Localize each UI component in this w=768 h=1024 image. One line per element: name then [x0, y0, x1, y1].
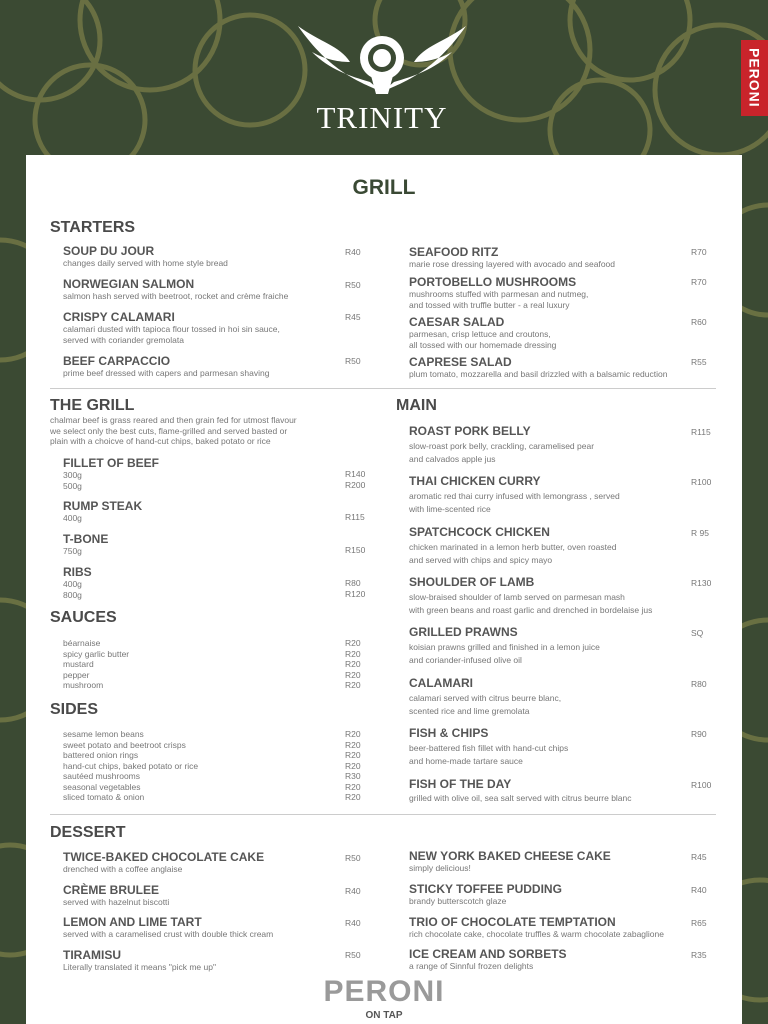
item-price: R60: [691, 317, 707, 327]
dessert-item: [63, 850, 363, 875]
item-name: BEEF CARPACCIO: [63, 354, 171, 368]
item-price: R50: [345, 950, 361, 960]
item-name: NEW YORK BAKED CHEESE CAKE: [409, 849, 611, 863]
item-name: GRILLED PRAWNS: [409, 625, 518, 639]
item-price: R40: [345, 918, 361, 928]
item-price: R65: [691, 918, 707, 928]
sides-heading: SIDES: [50, 701, 99, 718]
peroni-side-tab: PERONI: [741, 40, 768, 116]
item-name: CAESAR SALAD: [409, 315, 505, 329]
starter-item: [409, 355, 719, 380]
dessert-item: [409, 849, 709, 874]
item-price: R80 R120: [345, 578, 366, 599]
item-name: CRÈME BRULEE: [63, 883, 160, 897]
item-desc: brandy butterscotch glaze: [409, 896, 507, 906]
main-item: [409, 424, 709, 466]
dessert-item: [409, 882, 709, 907]
item-name: SOUP DU JOUR: [63, 244, 155, 258]
item-price: R140 R200: [345, 469, 366, 490]
grill-item: [63, 532, 313, 557]
starter-item: [63, 354, 363, 379]
item-desc: aromatic red thai curry infused with lemongrass , served with lime-scented rice: [409, 491, 620, 514]
item-name: THAI CHICKEN CURRY: [409, 474, 541, 488]
item-desc: slow-braised shoulder of lamb served on parmesan mash with green beans and roast garlic and drenched in bordelaise jus: [409, 592, 653, 615]
main-item: [409, 525, 709, 567]
item-price: R100: [691, 477, 712, 487]
starter-item: [409, 315, 709, 350]
item-desc: calamari served with citrus beurre blanc, scented rice and lime gremolata: [409, 693, 562, 716]
dessert-item: [409, 947, 709, 972]
section-divider: [50, 388, 716, 389]
item-name: SHOULDER OF LAMB: [409, 575, 535, 589]
main-item: [409, 676, 709, 718]
starters-heading: STARTERS: [50, 219, 136, 236]
item-price: R115: [345, 512, 365, 522]
grill-item: [63, 456, 313, 491]
item-price: R50: [345, 356, 361, 366]
item-sizes: 400g 800g: [63, 579, 82, 600]
item-sizes: 300g 500g: [63, 470, 82, 491]
main-item: [409, 777, 712, 804]
grill-item: [63, 565, 313, 600]
item-price: R115: [691, 427, 711, 437]
grill-heading: THE GRILL: [50, 397, 135, 414]
section-divider: [50, 814, 716, 815]
item-price: R130: [691, 578, 712, 588]
item-price: R40: [345, 247, 361, 257]
starter-item: [63, 244, 363, 269]
item-desc: grilled with olive oil, sea salt served with citrus beurre blanc: [409, 793, 632, 803]
item-price: R50: [345, 853, 361, 863]
item-name: ICE CREAM AND SORBETS: [409, 947, 567, 961]
item-name: CAPRESE SALAD: [409, 355, 512, 369]
main-item: [409, 726, 709, 768]
item-price: SQ: [691, 628, 704, 638]
main-heading: MAIN: [396, 397, 437, 414]
item-desc: slow-roast pork belly, crackling, caramelised pear and calvados apple jus: [409, 441, 595, 464]
page-title: GRILL: [352, 176, 416, 199]
item-desc: marie rose dressing layered with avocado and seafood: [409, 259, 616, 269]
sides-list: sesame lemon beans sweet potato and beetroot crisps battered onion rings hand-cut chips, baked potato or rice sautéed mushrooms seasonal vegetables sliced tomato & onion: [63, 729, 199, 802]
item-name: RUMP STEAK: [63, 499, 143, 513]
item-desc: Literally translated it means "pick me up": [63, 962, 216, 972]
item-name: TIRAMISU: [63, 948, 121, 962]
main-item: [409, 625, 709, 667]
item-name: TWICE-BAKED CHOCOLATE CAKE: [63, 850, 265, 864]
main-item: [409, 474, 712, 516]
item-name: SEAFOOD RITZ: [409, 245, 499, 259]
item-desc: plum tomato, mozzarella and basil drizzled with a balsamic reduction: [409, 369, 668, 379]
sauces-prices: R20 R20 R20 R20 R20: [345, 638, 361, 690]
item-price: R80: [691, 679, 707, 689]
item-desc: changes daily served with home style bread: [63, 258, 228, 268]
item-name: FILLET OF BEEF: [63, 456, 159, 470]
item-desc: parmesan, crisp lettuce and croutons, all tossed with our homemade dressing: [409, 329, 557, 350]
grill-item: [63, 499, 313, 524]
sauces-list: béarnaise spicy garlic butter mustard pepper mushroom: [63, 638, 130, 690]
starter-item: [63, 310, 363, 345]
item-price: R40: [691, 885, 707, 895]
dessert-item: [63, 948, 363, 973]
item-desc: rich chocolate cake, chocolate truffles & warm chocolate zabaglione: [409, 929, 664, 939]
item-desc: simply delicious!: [409, 863, 471, 873]
item-price: R70: [691, 277, 707, 287]
item-price: R150: [345, 545, 366, 555]
item-desc: mushrooms stuffed with parmesan and nutmeg, and tossed with truffle butter - a real luxury: [409, 289, 589, 310]
item-name: RIBS: [63, 565, 92, 579]
item-price: R90: [691, 729, 707, 739]
dessert-item: [409, 915, 719, 940]
item-sizes: 400g: [63, 513, 82, 523]
sauces-heading: SAUCES: [50, 609, 117, 626]
item-price: R70: [691, 247, 707, 257]
item-desc: served with a caramelised crust with double thick cream: [63, 929, 274, 939]
item-desc: salmon hash served with beetroot, rocket and crème fraiche: [63, 291, 289, 301]
starter-item: [409, 245, 709, 270]
item-desc: chicken marinated in a lemon herb butter, oven roasted and served with chips and spicy mayo: [409, 542, 617, 565]
starter-item: [63, 277, 363, 302]
item-price: R 95: [691, 528, 709, 538]
item-price: R50: [345, 280, 361, 290]
item-desc: a range of Sinnful frozen delights: [409, 961, 534, 971]
item-name: SPATCHCOCK CHICKEN: [409, 525, 550, 539]
on-tap-label: ON TAP: [365, 1010, 403, 1021]
item-name: FISH & CHIPS: [409, 726, 489, 740]
dessert-item: [63, 883, 363, 908]
item-name: ROAST PORK BELLY: [409, 424, 531, 438]
item-desc: koisian prawns grilled and finished in a lemon juice and coriander-infused olive oil: [409, 642, 600, 665]
item-sizes: 750g: [63, 546, 82, 556]
item-name: CRISPY CALAMARI: [63, 310, 175, 324]
brand-name: TRINITY: [316, 100, 448, 135]
item-price: R40: [345, 886, 361, 896]
item-name: STICKY TOFFEE PUDDING: [409, 882, 562, 896]
item-name: NORWEGIAN SALMON: [63, 277, 195, 291]
item-name: TRIO OF CHOCOLATE TEMPTATION: [409, 915, 616, 929]
item-name: PORTOBELLO MUSHROOMS: [409, 275, 577, 289]
item-name: LEMON AND LIME TART: [63, 915, 202, 929]
item-desc: served with hazelnut biscotti: [63, 897, 170, 907]
item-price: R100: [691, 780, 712, 790]
item-desc: drenched with a coffee anglaise: [63, 864, 183, 874]
item-price: R45: [691, 852, 707, 862]
main-item: [409, 575, 719, 617]
menu-card: [26, 155, 742, 1024]
item-desc: prime beef dressed with capers and parmesan shaving: [63, 368, 270, 378]
item-name: CALAMARI: [409, 676, 473, 690]
dessert-heading: DESSERT: [50, 824, 126, 841]
peroni-logo: PERONI: [323, 975, 445, 1008]
item-price: R55: [691, 357, 707, 367]
starter-item: [409, 275, 709, 310]
item-desc: beer-battered fish fillet with hand-cut chips and home-made tartare sauce: [409, 743, 569, 766]
dessert-item: [63, 915, 363, 940]
grill-intro: chalmar beef is grass reared and then grain fed for utmost flavour we select only the best cuts, flame-grilled and served basted or plain with a choicve of hand-cut chips, baked potato or rice: [50, 415, 297, 446]
item-name: FISH OF THE DAY: [409, 777, 512, 791]
item-price: R45: [345, 312, 361, 322]
item-name: T-BONE: [63, 532, 109, 546]
item-desc: calamari dusted with tapioca flour tossed in hoi sin sauce, served with coriander gremolata: [63, 324, 280, 345]
item-price: R35: [691, 950, 707, 960]
sides-prices: R20 R20 R20 R20 R30 R20 R20: [345, 729, 361, 802]
